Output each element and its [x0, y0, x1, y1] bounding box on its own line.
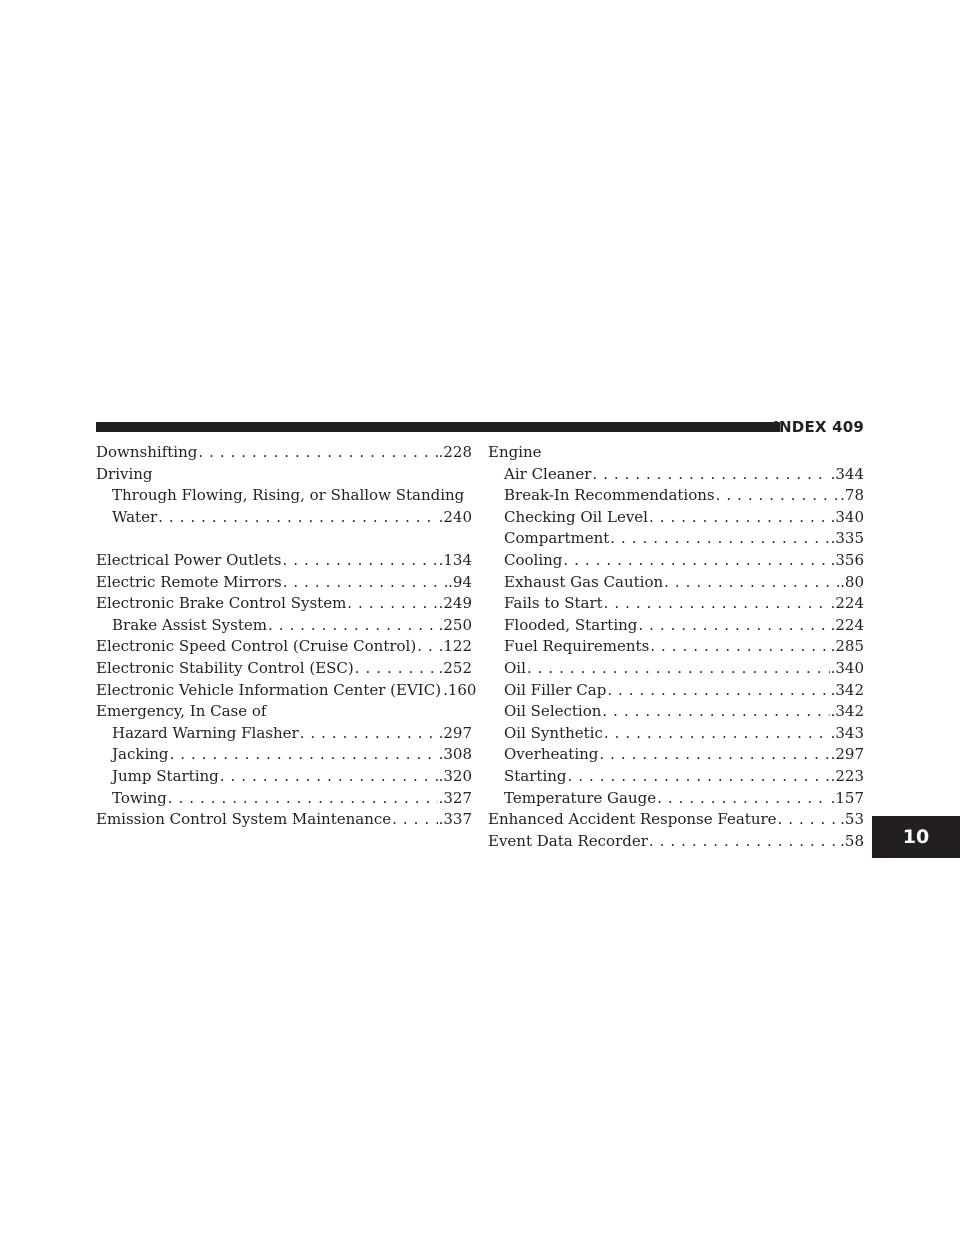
entry-text: Electronic Speed Control (Cruise Control): [96, 637, 417, 656]
dot-leader: [657, 788, 829, 810]
entry-page: .337: [438, 810, 472, 829]
entry-page: .228: [438, 443, 472, 461]
dot-leader: [527, 658, 830, 680]
entry-page: .58: [840, 831, 864, 850]
index-entry: [488, 485, 864, 507]
page-header-label: INDEX 409: [773, 418, 864, 436]
index-column-left: [96, 442, 477, 831]
index-heading: Emergency, In Case of: [96, 702, 267, 721]
dot-leader: [170, 744, 438, 766]
dot-leader: [778, 809, 840, 831]
entry-text: Oil Filler Cap: [504, 680, 607, 699]
index-entry: [96, 809, 472, 831]
index-entry: [488, 831, 864, 853]
entry-page: .94: [448, 572, 472, 591]
dot-leader: [268, 615, 438, 637]
index-entry: [488, 680, 864, 702]
entry-page: .340: [830, 507, 864, 526]
entry-text: Jacking: [112, 745, 169, 764]
entry-text: Enhanced Accident Response Feature: [488, 810, 777, 829]
entry-text: Air Cleaner: [504, 464, 592, 483]
dot-leader: [650, 636, 829, 658]
entry-text: Water: [112, 507, 158, 526]
index-entry: [488, 723, 864, 745]
index-entry: [488, 658, 864, 680]
index-subheading: Through Flowing, Rising, or Shallow Standing: [112, 486, 465, 505]
dot-leader: [198, 442, 437, 464]
index-entry: [488, 809, 864, 831]
entry-text: Electric Remote Mirrors: [96, 572, 282, 591]
dot-leader: [568, 766, 830, 788]
index-entry: [96, 788, 472, 810]
entry-text: Flooded, Starting: [504, 615, 638, 634]
dot-leader: [220, 766, 438, 788]
index-entry: [488, 766, 864, 788]
dot-leader: [417, 636, 437, 658]
entry-text: Electronic Vehicle Information Center (EVIC): [96, 680, 442, 699]
entry-page: .343: [830, 723, 864, 742]
index-entry: [96, 442, 472, 464]
index-entry: [488, 464, 864, 486]
index-entry: [488, 615, 864, 637]
entry-text: Electrical Power Outlets: [96, 550, 282, 569]
dot-leader: [604, 723, 830, 745]
entry-page: .224: [830, 594, 864, 613]
entry-page: .342: [830, 680, 864, 699]
entry-page: .335: [830, 529, 864, 548]
entry-page: .223: [830, 766, 864, 785]
index-entry: [96, 636, 472, 658]
entry-page: .356: [830, 550, 864, 569]
entry-text: Fuel Requirements: [504, 637, 650, 656]
dot-leader: [283, 572, 447, 594]
entry-text: Jump Starting: [112, 766, 219, 785]
dot-leader: [158, 507, 437, 529]
entry-text: Downshifting: [96, 443, 198, 461]
entry-page: .53: [840, 810, 864, 829]
header-rule: [96, 422, 780, 432]
dot-leader: [649, 507, 830, 529]
dot-leader: [592, 464, 829, 486]
index-entry: [488, 550, 864, 572]
index-entry: [488, 528, 864, 550]
dot-leader: [347, 593, 437, 615]
entry-page: .134: [438, 550, 472, 569]
dot-leader: [638, 615, 829, 637]
chapter-tab: 10: [872, 816, 960, 858]
entry-page: .240: [438, 507, 472, 526]
dot-leader: [649, 831, 839, 853]
index-entry: [96, 723, 472, 745]
entry-text: Break-In Recommendations: [504, 486, 715, 505]
entry-text: Exhaust Gas Caution: [504, 572, 664, 591]
index-entry: [96, 550, 472, 572]
entry-text: Checking Oil Level: [504, 507, 648, 526]
entry-page: .297: [830, 745, 864, 764]
entry-text: Oil: [504, 658, 526, 677]
index-entry: [96, 658, 472, 680]
index-column-right: [488, 442, 864, 852]
index-heading: Driving: [96, 464, 153, 483]
index-entry: [488, 507, 864, 529]
index-entry: [488, 744, 864, 766]
entry-text: Oil Selection: [504, 702, 602, 721]
dot-leader: [599, 744, 829, 766]
entry-page: .327: [438, 788, 472, 807]
index-entry: [96, 744, 472, 766]
entry-page: .122: [438, 637, 472, 656]
entry-text: Fails to Start: [504, 594, 603, 613]
entry-page: .157: [830, 788, 864, 807]
index-entry: [96, 593, 472, 615]
entry-text: Electronic Stability Control (ESC): [96, 658, 354, 677]
dot-leader: [602, 701, 829, 723]
index-entry: [488, 788, 864, 810]
dot-leader: [664, 572, 839, 594]
entry-page: .320: [438, 766, 472, 785]
entry-page: .160: [443, 680, 477, 699]
entry-page: .285: [830, 637, 864, 656]
entry-text: Starting: [504, 766, 567, 785]
dot-leader: [300, 723, 438, 745]
dot-leader: [716, 485, 840, 507]
index-entry: [96, 572, 472, 594]
entry-page: .224: [830, 615, 864, 634]
entry-page: .340: [830, 658, 864, 677]
entry-text: Brake Assist System: [112, 615, 267, 634]
index-entry: [96, 766, 472, 788]
entry-text: Towing: [112, 788, 167, 807]
dot-leader: [607, 680, 829, 702]
dot-leader: [610, 528, 829, 550]
entry-page: .344: [830, 464, 864, 483]
dot-leader: [355, 658, 438, 680]
entry-text: Event Data Recorder: [488, 831, 648, 850]
entry-text: Hazard Warning Flasher: [112, 723, 299, 742]
index-entry: [488, 593, 864, 615]
entry-text: Oil Synthetic: [504, 723, 603, 742]
dot-leader: [563, 550, 829, 572]
index-entry: [488, 701, 864, 723]
index-heading: Engine: [488, 443, 542, 461]
entry-text: Cooling: [504, 550, 563, 569]
index-entry: [96, 615, 472, 637]
dot-leader: [168, 788, 438, 810]
entry-text: Electronic Brake Control System: [96, 594, 347, 613]
entry-page: .342: [830, 702, 864, 721]
entry-text: Overheating: [504, 745, 599, 764]
entry-page: .249: [438, 594, 472, 613]
index-entry: [488, 636, 864, 658]
index-entry: [96, 680, 477, 702]
entry-page: .308: [438, 745, 472, 764]
index-entry: [96, 507, 472, 529]
entry-page: .80: [840, 572, 864, 591]
entry-text: Compartment: [504, 529, 610, 548]
entry-text: Temperature Gauge: [504, 788, 657, 807]
dot-leader: [283, 550, 438, 572]
entry-page: .78: [840, 486, 864, 505]
entry-page: .297: [438, 723, 472, 742]
dot-leader: [604, 593, 830, 615]
entry-page: .250: [438, 615, 472, 634]
index-entry: [488, 572, 864, 594]
entry-text: Emission Control System Maintenance: [96, 810, 392, 829]
dot-leader: [392, 809, 437, 831]
entry-page: .252: [438, 658, 472, 677]
